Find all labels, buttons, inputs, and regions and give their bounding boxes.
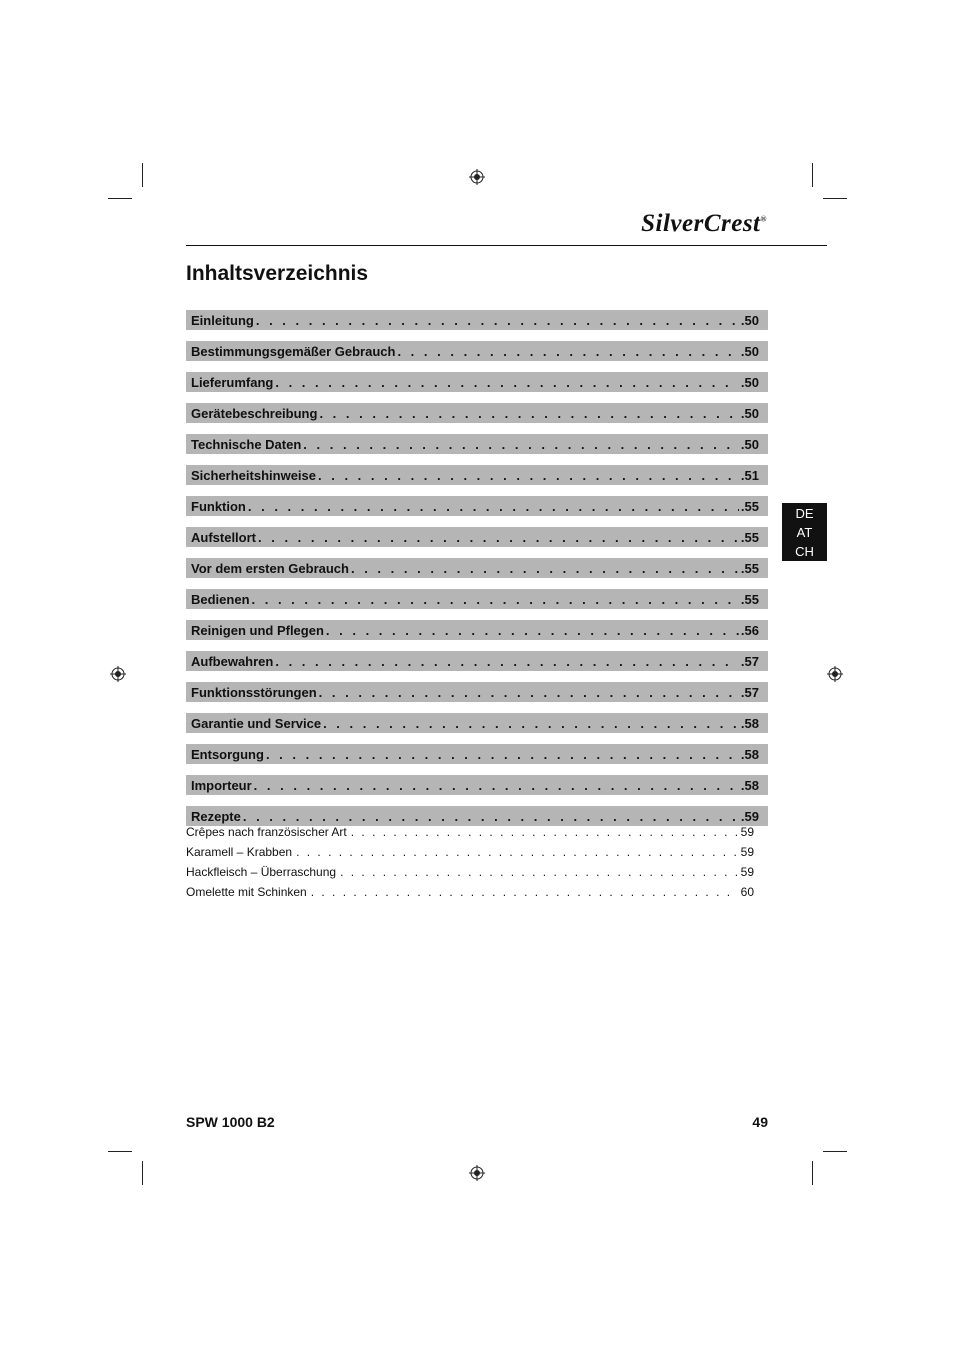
toc-entry[interactable] xyxy=(186,372,768,392)
toc-entry-page: .51 xyxy=(740,467,759,483)
toc-entry-label: Aufstellort xyxy=(191,529,256,545)
recipe-entry[interactable] xyxy=(186,825,754,845)
toc-entry-label: Sicherheitshinweise xyxy=(191,467,316,483)
crop-mark xyxy=(142,1161,143,1185)
toc-entry-label: Importeur xyxy=(191,777,252,793)
toc-leader-dots xyxy=(256,313,739,328)
recipe-entry-label: Hackfleisch – Überraschung xyxy=(186,865,337,879)
toc-leader-dots xyxy=(252,592,739,607)
toc-leader-dots xyxy=(248,499,739,514)
toc-entry-label: Funktion xyxy=(191,498,246,514)
recipe-entry-page: 59 xyxy=(740,825,754,839)
language-tab xyxy=(782,503,827,561)
toc-entry[interactable] xyxy=(186,651,768,671)
toc-entry-page: .55 xyxy=(740,591,759,607)
toc-entry-page: .55 xyxy=(740,529,759,545)
registration-mark-icon xyxy=(827,666,843,682)
toc-leader-dots xyxy=(319,685,739,700)
crop-mark xyxy=(108,198,132,199)
footer-model: SPW 1000 B2 xyxy=(186,1114,275,1130)
toc-entry[interactable] xyxy=(186,527,768,547)
toc-leader-dots xyxy=(275,375,739,390)
toc-entry-page: .57 xyxy=(740,653,759,669)
toc-leader-dots xyxy=(303,437,739,452)
toc-entry[interactable] xyxy=(186,775,768,795)
toc-leader-dots xyxy=(243,809,739,824)
page-title: Inhaltsverzeichnis xyxy=(186,262,369,285)
recipe-entry[interactable] xyxy=(186,865,754,885)
toc-entry-page: .58 xyxy=(740,777,759,793)
toc-entry-page: .58 xyxy=(740,746,759,762)
toc-leader-dots xyxy=(323,716,739,731)
recipe-entry-label: Crêpes nach französischer Art xyxy=(186,825,347,839)
toc-entry-page: .55 xyxy=(740,498,759,514)
toc-entry-label: Vor dem ersten Gebrauch xyxy=(191,560,349,576)
toc-entry-label: Lieferumfang xyxy=(191,374,274,390)
toc-entry-label: Aufbewahren xyxy=(191,653,274,669)
toc-entry-page: .50 xyxy=(740,343,759,359)
toc-entry-label: Entsorgung xyxy=(191,746,264,762)
registration-mark-icon xyxy=(469,169,485,185)
toc-entry-label: Gerätebeschreibung xyxy=(191,405,318,421)
toc-entry-page: .50 xyxy=(740,436,759,452)
toc-entry[interactable] xyxy=(186,620,768,640)
toc-leader-dots xyxy=(275,654,739,669)
toc-leader-dots xyxy=(254,778,739,793)
toc-entry[interactable] xyxy=(186,589,768,609)
toc-entry[interactable] xyxy=(186,558,768,578)
crop-mark xyxy=(812,163,813,187)
brand-name: SilverCrest xyxy=(641,210,761,237)
toc-entry-page: .59 xyxy=(740,808,759,824)
toc-leader-dots xyxy=(266,747,739,762)
toc-entry[interactable] xyxy=(186,434,768,454)
recipe-entry-page: 59 xyxy=(740,865,754,879)
crop-mark xyxy=(108,1151,132,1152)
toc-entry-page: .50 xyxy=(740,374,759,390)
recipe-entry-page: 60 xyxy=(740,885,754,899)
language-at: AT xyxy=(796,525,813,540)
toc-entry-label: Bestimmungsgemäßer Gebrauch xyxy=(191,343,396,359)
toc-leader-dots xyxy=(318,468,739,483)
recipe-leader-dots xyxy=(351,825,737,839)
toc-entry[interactable] xyxy=(186,496,768,516)
toc-entry[interactable] xyxy=(186,341,768,361)
registered-mark: ® xyxy=(760,214,767,224)
recipe-entry-label: Karamell – Krabben xyxy=(186,845,293,859)
recipe-leader-dots xyxy=(311,885,737,899)
recipe-entry-label: Omelette mit Schinken xyxy=(186,885,307,899)
recipe-entry[interactable] xyxy=(186,845,754,865)
toc-entry-label: Funktionsstörungen xyxy=(191,684,317,700)
language-ch: CH xyxy=(795,544,814,559)
toc-leader-dots xyxy=(351,561,739,576)
toc-entry-page: .58 xyxy=(740,715,759,731)
toc-entry-page: .55 xyxy=(740,560,759,576)
brand-logo xyxy=(641,210,767,238)
toc-leader-dots xyxy=(319,406,738,421)
crop-mark xyxy=(142,163,143,187)
crop-mark xyxy=(823,198,847,199)
toc-entry-label: Reinigen und Pflegen xyxy=(191,622,324,638)
toc-entry[interactable] xyxy=(186,465,768,485)
toc-entry-label: Bedienen xyxy=(191,591,250,607)
toc-leader-dots xyxy=(397,344,738,359)
header-rule xyxy=(186,245,827,246)
toc-entry[interactable] xyxy=(186,744,768,764)
footer-page-number: 49 xyxy=(752,1114,768,1130)
toc-entry[interactable] xyxy=(186,682,768,702)
registration-mark-icon xyxy=(469,1165,485,1181)
toc-entry-label: Rezepte xyxy=(191,808,241,824)
recipe-leader-dots xyxy=(296,845,737,859)
recipe-entry[interactable] xyxy=(186,885,754,905)
language-de: DE xyxy=(795,506,814,521)
recipe-leader-dots xyxy=(340,865,737,879)
toc-entry[interactable] xyxy=(186,806,768,826)
crop-mark xyxy=(812,1161,813,1185)
toc-entry[interactable] xyxy=(186,403,768,423)
toc-entry[interactable] xyxy=(186,713,768,733)
table-of-contents xyxy=(186,310,768,837)
toc-entry-page: .50 xyxy=(740,405,759,421)
toc-entry-label: Technische Daten xyxy=(191,436,302,452)
toc-leader-dots xyxy=(326,623,739,638)
registration-mark-icon xyxy=(110,666,126,682)
toc-entry-label: Einleitung xyxy=(191,312,254,328)
recipe-subentries xyxy=(186,825,754,905)
toc-entry-label: Garantie und Service xyxy=(191,715,322,731)
toc-leader-dots xyxy=(258,530,739,545)
toc-entry-page: .56 xyxy=(740,622,759,638)
toc-entry[interactable] xyxy=(186,310,768,330)
recipe-entry-page: 59 xyxy=(740,845,754,859)
toc-entry-page: .50 xyxy=(740,312,759,328)
crop-mark xyxy=(823,1151,847,1152)
toc-entry-page: .57 xyxy=(740,684,759,700)
